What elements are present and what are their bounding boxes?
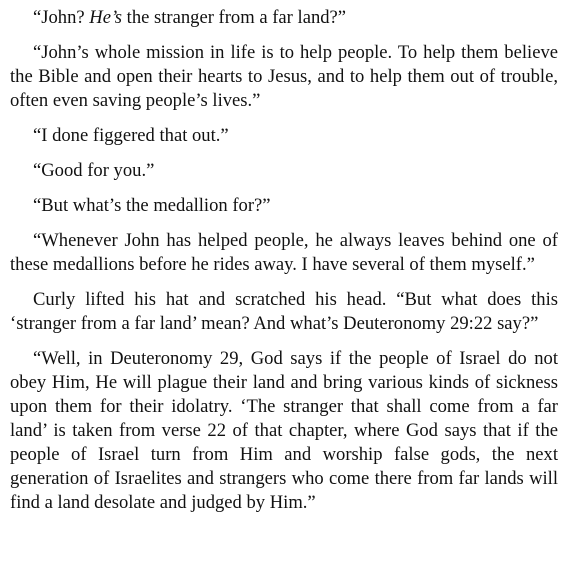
paragraph-8: [10, 347, 558, 515]
paragraph-7: [10, 288, 558, 336]
paragraph-8-text: “Well, in Deuteronomy 29, God says if the people of Israel do not obey Him, He will plague their land and bring various kinds of sickness upon them for their idolatry. ‘The stranger that shall come from a far land’ is taken from verse 22 of that chapter, where God says that if the people of Israel turn from Him and worship false gods, the next generation of Israelites and strangers who come there from far lands will find a land desolate and judged by Him.”: [10, 348, 558, 513]
paragraph-4-text: “Good for you.”: [33, 160, 155, 181]
paragraph-2: [10, 41, 558, 113]
paragraph-5: [10, 194, 558, 218]
paragraph-4: [10, 159, 558, 183]
paragraph-1: [10, 6, 558, 30]
book-page: [10, 6, 558, 515]
paragraph-5-text: “But what’s the medallion for?”: [33, 195, 271, 216]
paragraph-3-text: “I done figgered that out.”: [33, 125, 229, 146]
paragraph-6-text: “Whenever John has helped people, he always leaves behind one of these medallions before he rides away. I have several of them myself.”: [10, 230, 558, 275]
paragraph-2-text: “John’s whole mission in life is to help people. To help them believe the Bible and open their hearts to Jesus, and to help them out of trouble, often even saving people’s lives.”: [10, 42, 558, 111]
paragraph-7-text: Curly lifted his hat and scratched his head. “But what does this ‘stranger from a far land’ mean? And what’s Deuteronomy 29:22 say?”: [10, 289, 558, 334]
paragraph-1-italic-hes: He’s: [89, 7, 122, 28]
paragraph-6: [10, 229, 558, 277]
paragraph-1-text-b: the stranger from a far land?”: [122, 7, 347, 28]
paragraph-1-text-a: “John?: [33, 7, 90, 28]
paragraph-3: [10, 124, 558, 148]
